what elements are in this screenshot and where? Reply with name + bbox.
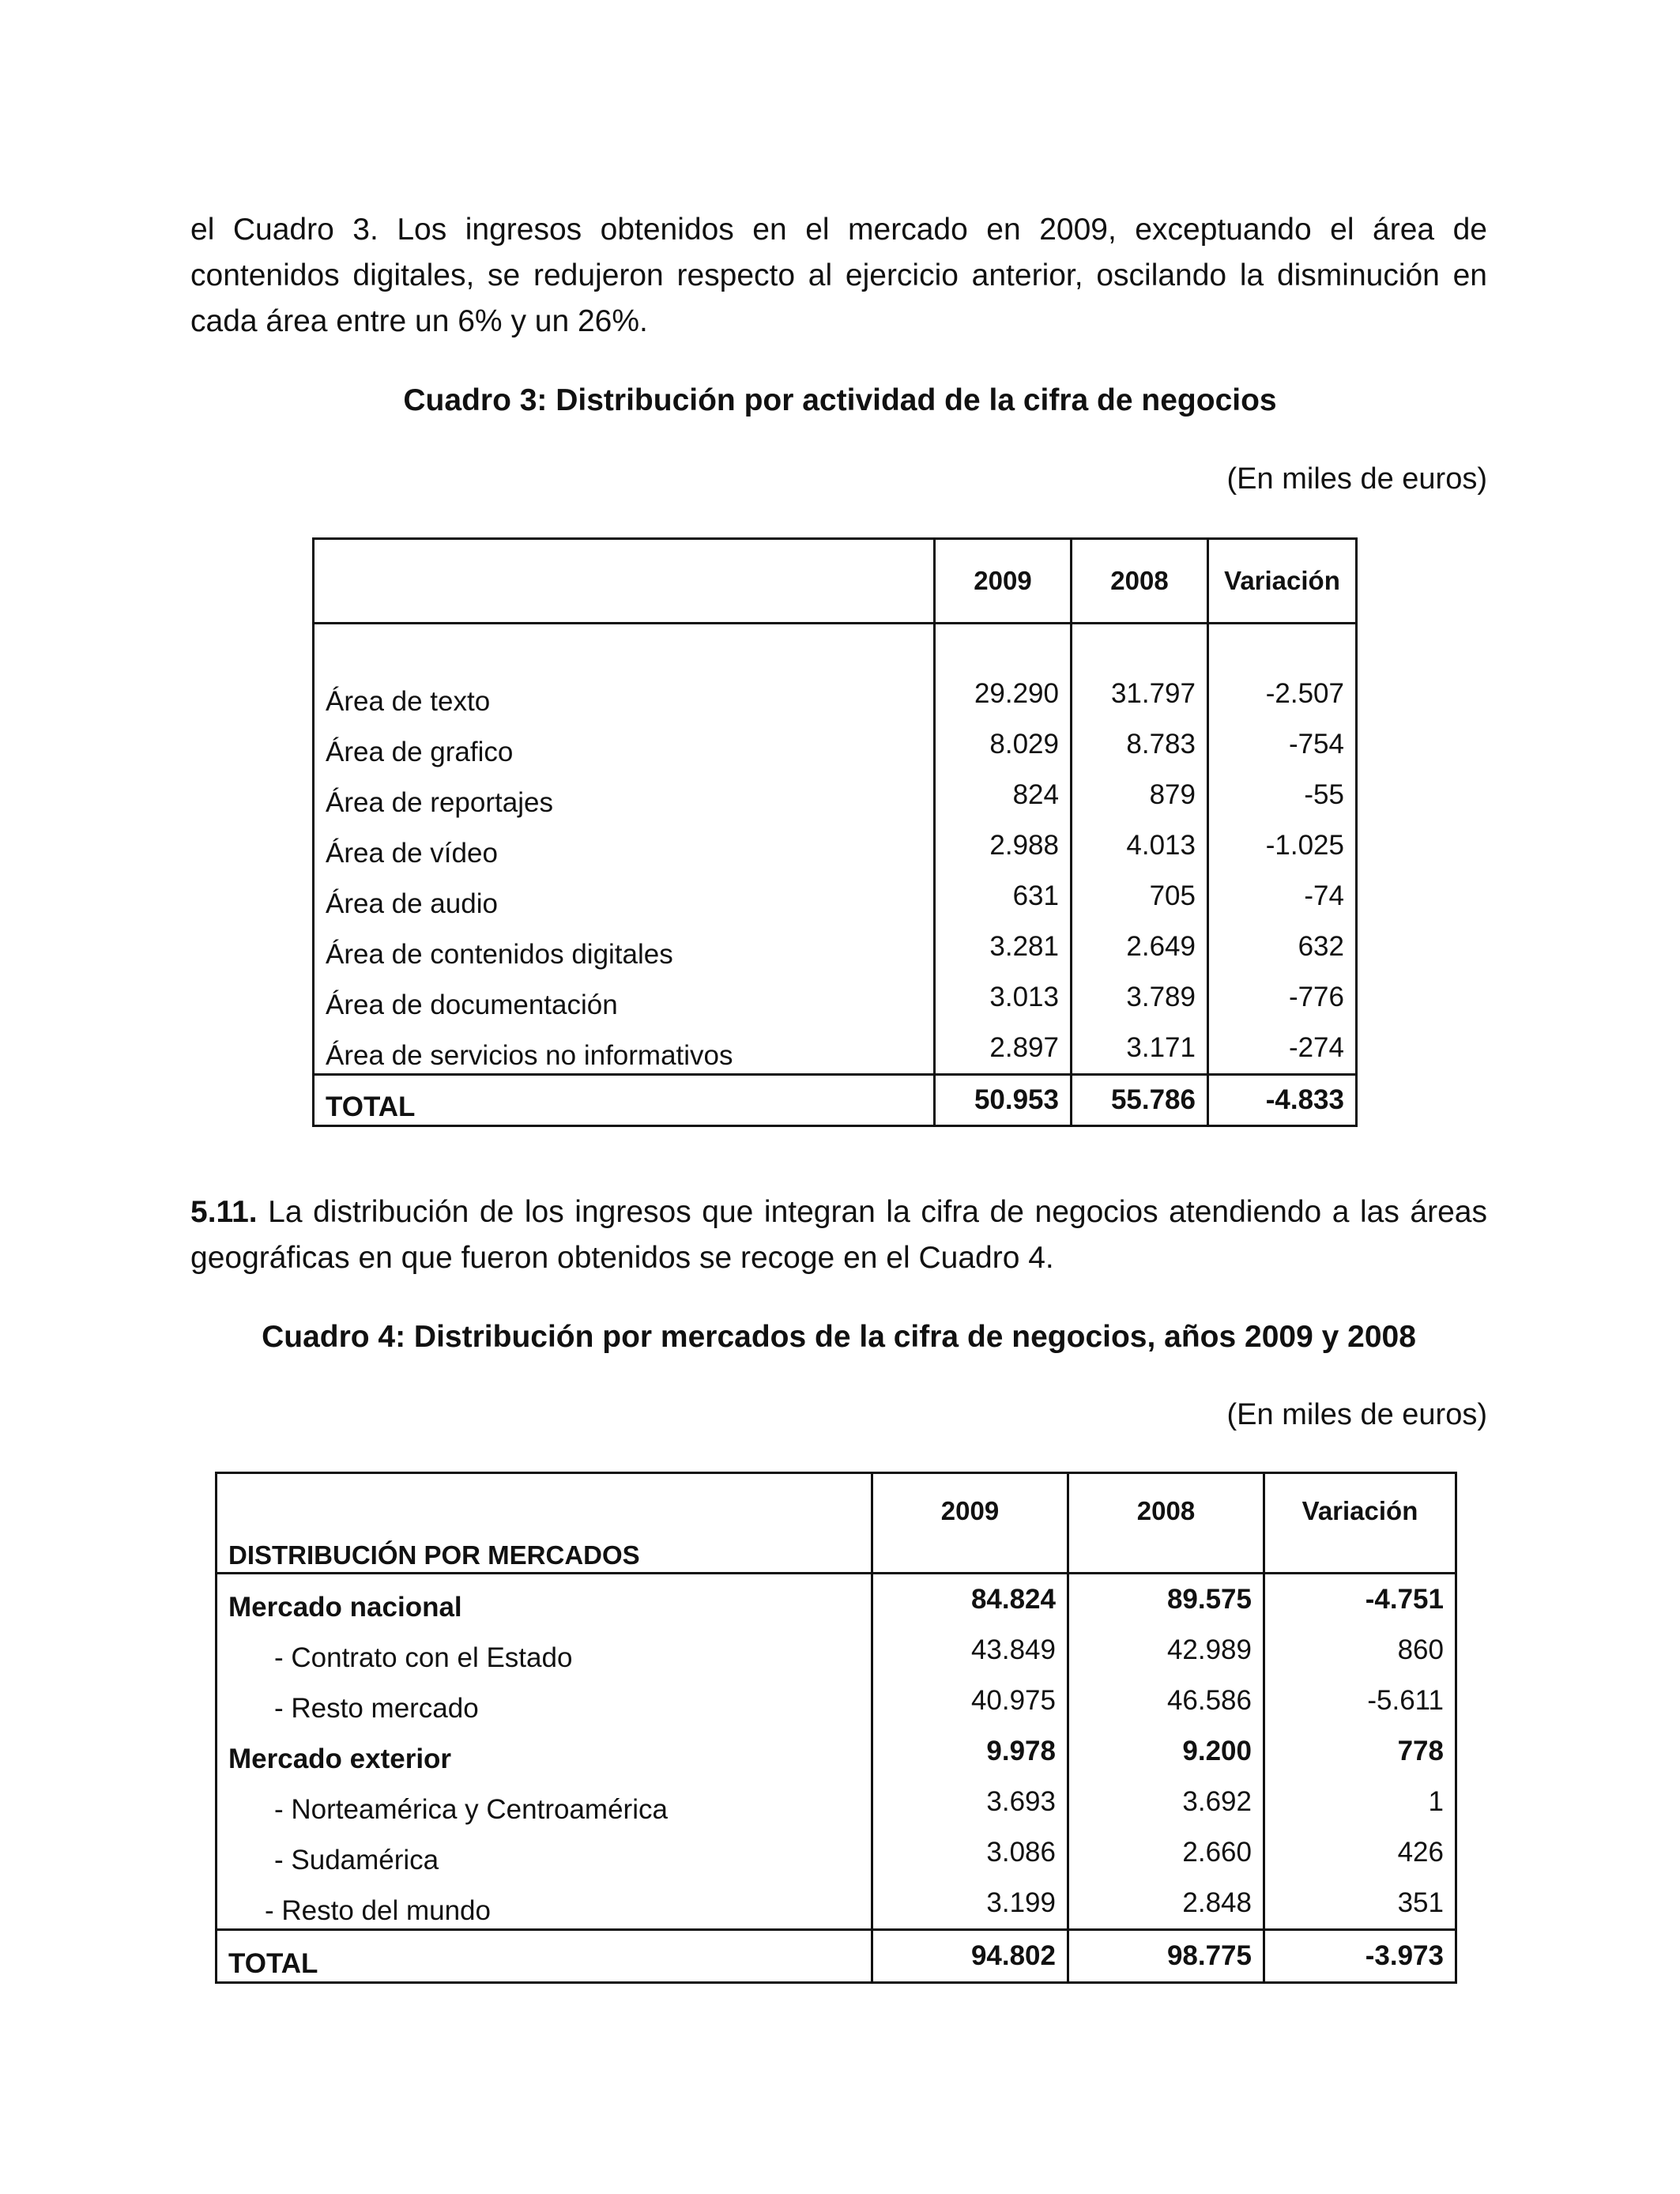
table-row: [314, 1023, 1357, 1075]
header-cell-empty: [314, 539, 935, 624]
row-label: Mercado exterior: [228, 1744, 452, 1774]
row-label: Área de servicios no informativos: [326, 1040, 733, 1071]
total-label: TOTAL: [217, 1930, 872, 1983]
value-variacion: -4.751: [1264, 1574, 1456, 1626]
total-row: [217, 1930, 1456, 1983]
value-2008: 2.660: [1068, 1827, 1264, 1878]
total-2009: 94.802: [872, 1930, 1068, 1983]
row-label: Área de grafico: [326, 737, 514, 767]
row-label: - Norteamérica y Centroamérica: [274, 1794, 668, 1825]
value-2008: 2.848: [1068, 1878, 1264, 1930]
value-2009: 43.849: [872, 1625, 1068, 1676]
table-row: [217, 1676, 1456, 1726]
value-variacion: 778: [1264, 1726, 1456, 1777]
value-2009: 2.988: [935, 820, 1072, 871]
value-2008: 42.989: [1068, 1625, 1264, 1676]
spacer-cell: [1072, 624, 1208, 669]
table-row: [217, 1878, 1456, 1930]
value-2009: 84.824: [872, 1574, 1068, 1626]
value-2009: 3.086: [872, 1827, 1068, 1878]
total-2009: 50.953: [935, 1075, 1072, 1126]
table-row: [314, 922, 1357, 972]
value-2008: 89.575: [1068, 1574, 1264, 1626]
spacer-cell: [935, 624, 1072, 669]
value-2008: 46.586: [1068, 1676, 1264, 1726]
value-2009: 3.013: [935, 972, 1072, 1023]
table-spacer-row: [314, 624, 1357, 669]
value-2008: 705: [1072, 871, 1208, 922]
cuadro4-title: Cuadro 4: Distribución por mercados de la cifra de negocios, años 2009 y 2008: [262, 1320, 1416, 1354]
value-2009: 3.693: [872, 1777, 1068, 1827]
header-cell-2008: 2008: [1068, 1473, 1264, 1574]
value-variacion: 351: [1264, 1878, 1456, 1930]
value-2009: 29.290: [935, 669, 1072, 719]
value-2009: 3.281: [935, 922, 1072, 972]
value-2009: 824: [935, 770, 1072, 820]
header-cell-variacion: Variación: [1264, 1473, 1456, 1574]
cuadro4-table: [215, 1472, 1457, 1984]
value-variacion: -1.025: [1208, 820, 1357, 871]
table-row: [314, 719, 1357, 770]
table-row: [217, 1625, 1456, 1676]
value-2009: 8.029: [935, 719, 1072, 770]
value-variacion: -2.507: [1208, 669, 1357, 719]
value-variacion: 632: [1208, 922, 1357, 972]
value-2009: 631: [935, 871, 1072, 922]
value-2009: 9.978: [872, 1726, 1068, 1777]
table-row: [217, 1574, 1456, 1626]
row-label: Área de texto: [326, 686, 491, 717]
value-variacion: -55: [1208, 770, 1357, 820]
row-label: - Sudamérica: [274, 1845, 439, 1875]
total-row: [314, 1075, 1357, 1126]
value-variacion: 860: [1264, 1625, 1456, 1676]
header-cell-distribucion: DISTRIBUCIÓN POR MERCADOS: [217, 1473, 872, 1574]
table-row: [314, 770, 1357, 820]
table-header-row: [217, 1473, 1456, 1574]
value-2008: 3.789: [1072, 972, 1208, 1023]
total-variacion: -3.973: [1264, 1930, 1456, 1983]
value-2009: 3.199: [872, 1878, 1068, 1930]
header-cell-2008: 2008: [1072, 539, 1208, 624]
section-511-paragraph: [190, 1189, 1487, 1281]
cuadro3-title: Cuadro 3: Distribución por actividad de la cifra de negocios: [403, 383, 1277, 417]
header-cell-2009: 2009: [872, 1473, 1068, 1574]
spacer-cell: [1208, 624, 1357, 669]
table-row: [314, 669, 1357, 719]
value-2008: 3.171: [1072, 1023, 1208, 1075]
value-variacion: -754: [1208, 719, 1357, 770]
table-row: [314, 871, 1357, 922]
row-label: Mercado nacional: [228, 1592, 462, 1623]
value-2008: 9.200: [1068, 1726, 1264, 1777]
table-row: [314, 972, 1357, 1023]
value-2008: 3.692: [1068, 1777, 1264, 1827]
row-label: - Resto mercado: [274, 1693, 479, 1724]
row-label: Área de contenidos digitales: [326, 939, 673, 970]
header-cell-2009: 2009: [935, 539, 1072, 624]
row-label: Área de audio: [326, 888, 498, 919]
row-label: - Contrato con el Estado: [274, 1642, 573, 1673]
value-variacion: -776: [1208, 972, 1357, 1023]
header-cell-variacion: Variación: [1208, 539, 1357, 624]
spacer-cell: [314, 624, 935, 669]
cuadro3-unit: (En miles de euros): [1226, 462, 1487, 496]
value-variacion: -5.611: [1264, 1676, 1456, 1726]
table-row: [217, 1777, 1456, 1827]
value-2008: 879: [1072, 770, 1208, 820]
section-text: La distribución de los ingresos que integran la cifra de negocios atendiendo a las áreas geográficas en que fueron obtenidos se recoge en el Cuadro 4.: [190, 1195, 1487, 1275]
value-variacion: 426: [1264, 1827, 1456, 1878]
table-row: [217, 1827, 1456, 1878]
total-label: TOTAL: [314, 1075, 935, 1126]
row-label: Área de vídeo: [326, 838, 498, 869]
total-2008: 55.786: [1072, 1075, 1208, 1126]
value-2008: 8.783: [1072, 719, 1208, 770]
value-2009: 2.897: [935, 1023, 1072, 1075]
intro-paragraph: el Cuadro 3. Los ingresos obtenidos en el mercado en 2009, exceptuando el área de contenidos digitales, se redujeron respecto al ejercicio anterior, oscilando la disminución en cada área entre un 6% y un 26%.: [190, 213, 1487, 338]
value-variacion: -74: [1208, 871, 1357, 922]
table-row: [217, 1726, 1456, 1777]
value-2008: 4.013: [1072, 820, 1208, 871]
table-header-row: [314, 539, 1357, 624]
value-variacion: 1: [1264, 1777, 1456, 1827]
value-2008: 2.649: [1072, 922, 1208, 972]
section-number: 5.11.: [190, 1195, 258, 1229]
total-2008: 98.775: [1068, 1930, 1264, 1983]
total-variacion: -4.833: [1208, 1075, 1357, 1126]
cuadro4-unit: (En miles de euros): [1226, 1398, 1487, 1431]
value-2009: 40.975: [872, 1676, 1068, 1726]
row-label: - Resto del mundo: [265, 1895, 491, 1926]
row-label: Área de documentación: [326, 990, 618, 1020]
row-label: Área de reportajes: [326, 787, 553, 818]
value-variacion: -274: [1208, 1023, 1357, 1075]
value-2008: 31.797: [1072, 669, 1208, 719]
cuadro3-table: [312, 537, 1358, 1127]
table-row: [314, 820, 1357, 871]
